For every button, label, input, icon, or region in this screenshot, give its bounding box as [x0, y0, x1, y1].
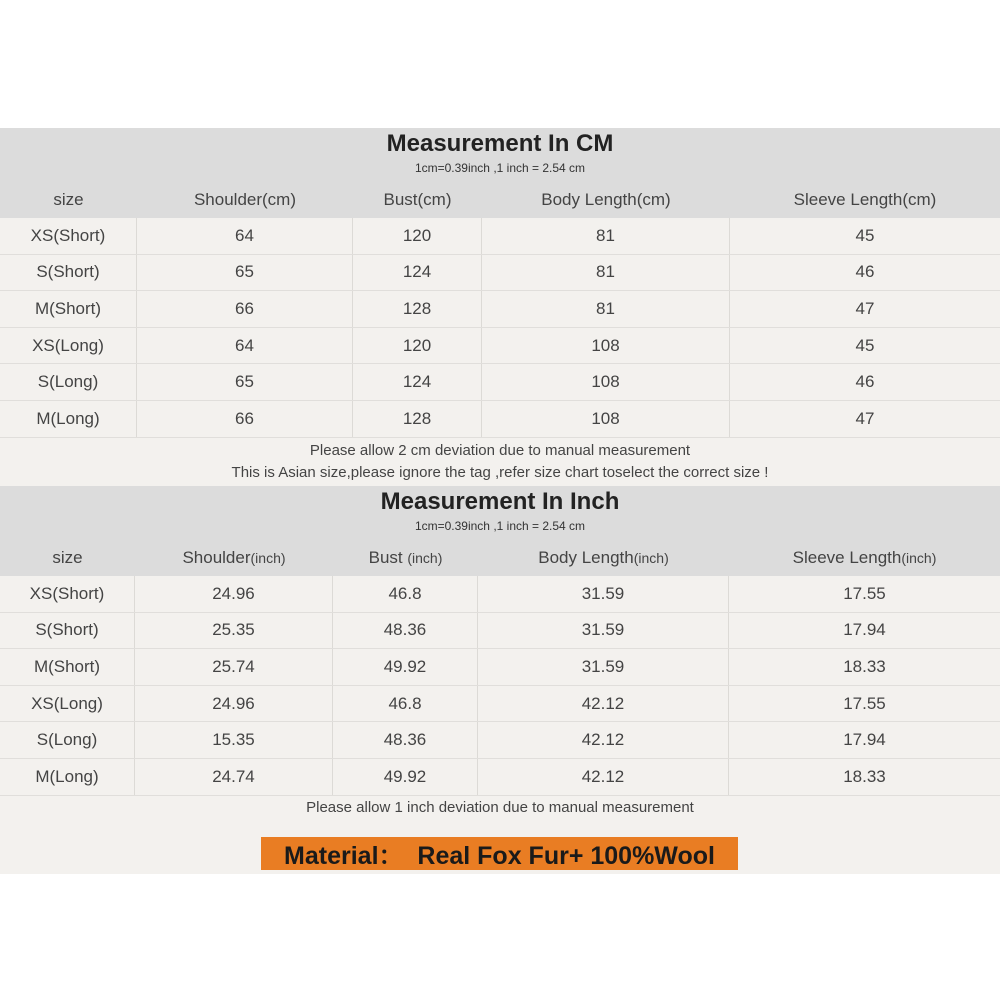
size-chart — [0, 128, 1000, 874]
body-length-cell: 81 — [482, 291, 730, 327]
table-row — [0, 218, 1000, 255]
body-length-cell: 42.12 — [478, 759, 729, 795]
shoulder-cell: 66 — [137, 291, 353, 327]
shoulder-cell: 15.35 — [135, 722, 333, 758]
size-cell: S(Short) — [0, 255, 137, 291]
bust-cell: 46.8 — [333, 576, 478, 612]
size-cell: S(Short) — [0, 613, 135, 649]
sleeve-length-cell: 47 — [855, 298, 875, 318]
table-row — [0, 686, 1000, 723]
shoulder-cell: 25.74 — [135, 649, 333, 685]
shoulder-cell: 24.96 — [135, 686, 333, 722]
bust-cell: 120 — [353, 218, 482, 254]
inch-header-shoulder: Shoulder(inch) — [182, 548, 286, 567]
inch-table-body — [0, 576, 1000, 796]
size-cell: XS(Short) — [0, 576, 135, 612]
sleeve-length-cell: 45 — [855, 335, 875, 355]
size-cell: XS(Long) — [0, 328, 137, 364]
bust-cell: 49.92 — [333, 649, 478, 685]
inch-table-conversion: 1cm=0.39inch ,1 inch = 2.54 cm — [414, 519, 586, 533]
table-row — [0, 613, 1000, 650]
cm-deviation-note: Please allow 2 cm deviation due to manual measurement — [309, 442, 691, 459]
table-row — [0, 291, 1000, 328]
body-length-cell: 108 — [482, 364, 730, 400]
table-row — [0, 576, 1000, 613]
cm-header-body-length: Body Length(cm) — [541, 190, 671, 209]
cm-table-body — [0, 218, 1000, 438]
inch-table-header-band — [0, 486, 1000, 576]
bust-cell: 124 — [353, 364, 482, 400]
table-row — [0, 401, 1000, 438]
cm-header-size: size — [53, 190, 84, 209]
table-row — [0, 255, 1000, 292]
sleeve-length-cell: 18.33 — [843, 656, 886, 676]
bust-cell: 128 — [353, 401, 482, 437]
sleeve-length-cell: 46 — [855, 262, 875, 282]
inch-header-body-length: Body Length(inch) — [538, 548, 669, 567]
sleeve-length-cell: 46 — [855, 372, 875, 392]
shoulder-cell: 24.96 — [135, 576, 333, 612]
shoulder-cell: 64 — [137, 218, 353, 254]
bust-cell: 48.36 — [333, 722, 478, 758]
sleeve-length-cell: 47 — [855, 408, 875, 428]
size-cell: XS(Short) — [0, 218, 137, 254]
sleeve-length-cell: 45 — [855, 225, 875, 245]
size-cell: S(Long) — [0, 722, 135, 758]
body-length-cell: 42.12 — [478, 686, 729, 722]
inch-deviation-note: Please allow 1 inch deviation due to manual measurement — [306, 799, 694, 816]
body-length-cell: 31.59 — [478, 576, 729, 612]
size-cell: M(Long) — [0, 401, 137, 437]
size-cell: M(Short) — [0, 649, 135, 685]
inch-header-sleeve-length: Sleeve Length(inch) — [792, 548, 937, 567]
cm-table-conversion: 1cm=0.39inch ,1 inch = 2.54 cm — [414, 161, 586, 175]
inch-table-title: Measurement In Inch — [380, 488, 620, 515]
inch-header-size: size — [52, 548, 83, 567]
cm-header-bust: Bust(cm) — [383, 190, 452, 209]
body-length-cell: 31.59 — [478, 649, 729, 685]
sleeve-length-cell: 17.94 — [843, 730, 886, 750]
body-length-cell: 108 — [482, 401, 730, 437]
shoulder-cell: 65 — [137, 255, 353, 291]
inch-header-bust: Bust (inch) — [368, 548, 443, 567]
cm-table-header-band — [0, 128, 1000, 218]
size-cell: M(Long) — [0, 759, 135, 795]
size-cell: S(Long) — [0, 364, 137, 400]
material-banner: Material： Real Fox Fur+ 100%Wool — [261, 837, 738, 870]
shoulder-cell: 64 — [137, 328, 353, 364]
bust-cell: 128 — [353, 291, 482, 327]
sleeve-length-cell: 17.55 — [843, 693, 886, 713]
body-length-cell: 31.59 — [478, 613, 729, 649]
table-row — [0, 759, 1000, 796]
shoulder-cell: 66 — [137, 401, 353, 437]
body-length-cell: 42.12 — [478, 722, 729, 758]
shoulder-cell: 24.74 — [135, 759, 333, 795]
table-row — [0, 364, 1000, 401]
size-cell: M(Short) — [0, 291, 137, 327]
asian-size-note: This is Asian size,please ignore the tag ,refer size chart toselect the correct size ! — [231, 464, 769, 481]
bust-cell: 124 — [353, 255, 482, 291]
sleeve-length-cell: 17.55 — [843, 583, 886, 603]
cm-header-sleeve-length: Sleeve Length(cm) — [793, 190, 937, 209]
bust-cell: 48.36 — [333, 613, 478, 649]
sleeve-length-cell: 17.94 — [843, 620, 886, 640]
shoulder-cell: 25.35 — [135, 613, 333, 649]
table-row — [0, 722, 1000, 759]
bust-cell: 49.92 — [333, 759, 478, 795]
body-length-cell: 108 — [482, 328, 730, 364]
body-length-cell: 81 — [482, 218, 730, 254]
shoulder-cell: 65 — [137, 364, 353, 400]
table-row — [0, 328, 1000, 365]
bust-cell: 46.8 — [333, 686, 478, 722]
table-row — [0, 649, 1000, 686]
sleeve-length-cell: 18.33 — [843, 766, 886, 786]
bust-cell: 120 — [353, 328, 482, 364]
cm-header-shoulder: Shoulder(cm) — [193, 190, 297, 209]
cm-table-title: Measurement In CM — [386, 130, 614, 157]
body-length-cell: 81 — [482, 255, 730, 291]
size-cell: XS(Long) — [0, 686, 135, 722]
